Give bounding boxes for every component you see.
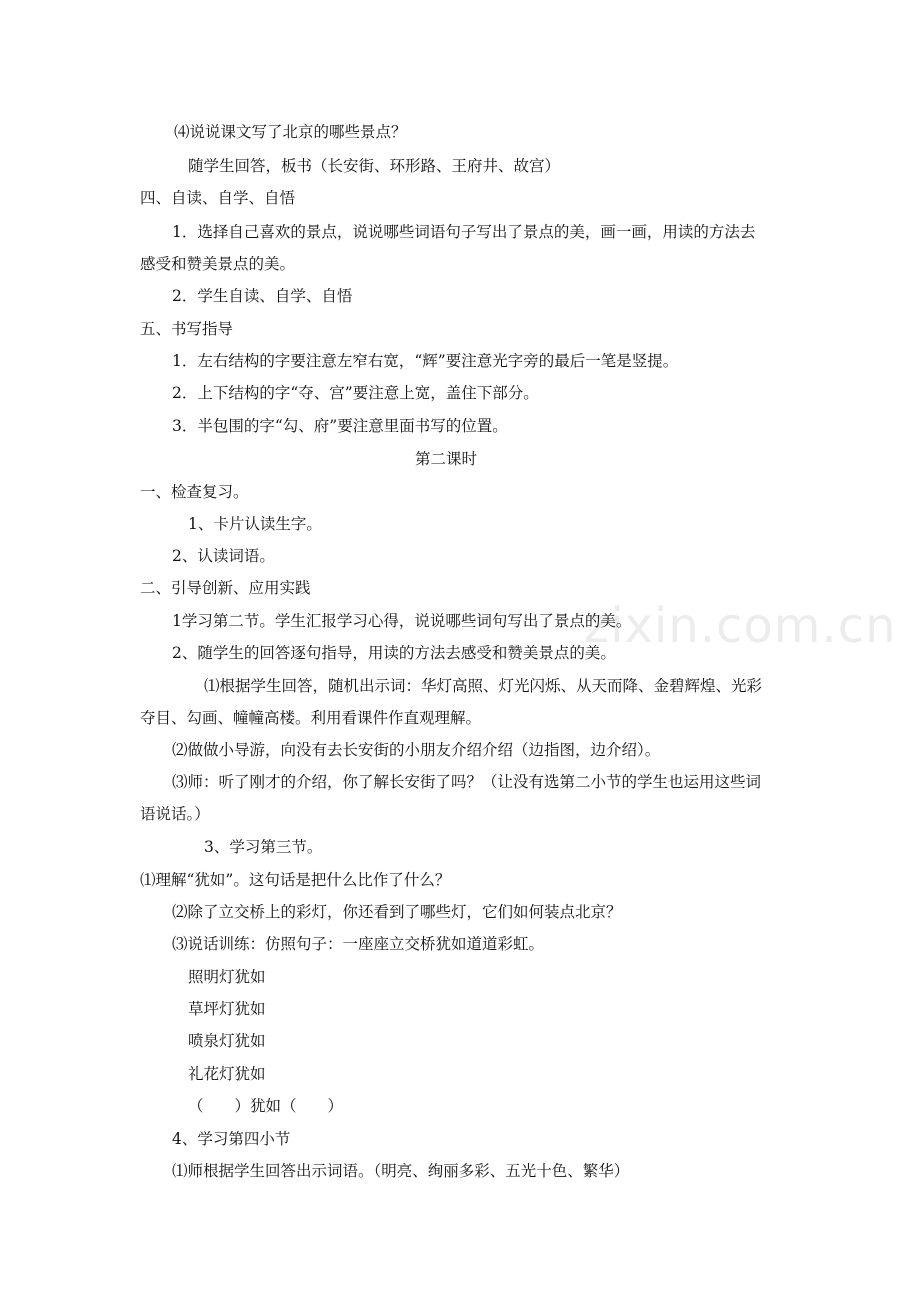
text-line: 感受和赞美景点的美。	[140, 255, 296, 273]
text-line: ⑷说说课文写了北京的哪些景点？	[174, 123, 407, 141]
section-heading: 二、引导创新、应用实践	[140, 579, 311, 597]
text-line: 照明灯犹如	[188, 968, 266, 986]
text-line: 礼花灯犹如	[188, 1065, 266, 1083]
text-line: ⑵除了立交桥上的彩灯，你还看到了哪些灯，它们如何装点北京？	[172, 903, 622, 921]
text-line: 3．半包围的字“勾、府”要注意里面书写的位置。	[172, 417, 508, 435]
text-line: （ ）犹如（ ）	[188, 1097, 344, 1115]
text-line: ⑴师根据学生回答出示词语。（明亮、绚丽多彩、五光十色、繁华）	[172, 1162, 630, 1180]
text-line: 2、随学生的回答逐句指导，用读的方法去感受和赞美景点的美。	[172, 644, 616, 662]
text-line: 随学生回答，板书（长安街、环形路、王府井、故宫）	[188, 157, 561, 175]
text-line: ⑶师：听了刚才的介绍，你了解长安街了吗？（让没有选第二小节的学生也运用这些词	[172, 773, 762, 791]
section-heading: 一、检查复习。	[140, 483, 249, 501]
text-line: 3、学习第三节。	[204, 838, 323, 856]
text-line: 喷泉灯犹如	[188, 1032, 266, 1050]
text-line: 2、认读词语。	[172, 547, 275, 565]
lesson-title: 第二课时	[415, 450, 478, 468]
text-line: 1．左右结构的字要注意左窄右宽，“辉”要注意光字旁的最后一笔是竖提。	[172, 352, 679, 370]
section-heading: 五、书写指导	[140, 320, 234, 338]
text-line: 语说话。）	[140, 805, 210, 823]
text-line: 夺目、勾画、幢幢高楼。利用看课件作直观理解。	[140, 709, 482, 727]
text-line: ⑴理解“犹如”。这句话是把什么比作了什么？	[140, 871, 451, 889]
text-line: 2．学生自读、自学、自悟	[172, 287, 353, 305]
text-line: 1、卡片认读生字。	[188, 515, 322, 533]
text-line: 草坪灯犹如	[188, 1000, 266, 1018]
text-line: ⑵做做小导游，向没有去长安街的小朋友介绍介绍（边指图，边介绍）。	[172, 741, 661, 759]
text-line: 1学习第二节。学生汇报学习心得，说说哪些词句写出了景点的美。	[172, 612, 632, 630]
watermark: zixin.com.cn	[584, 598, 897, 654]
text-line: 4、学习第四小节	[172, 1130, 291, 1148]
text-line: ⑴根据学生回答，随机出示词：华灯高照、灯光闪烁、从天而降、金碧辉煌、光彩	[204, 677, 763, 695]
section-heading: 四、自读、自学、自悟	[140, 189, 296, 207]
text-line: 2．上下结构的字“夺、宫”要注意上宽，盖住下部分。	[172, 384, 539, 402]
text-line: ⑶说话训练：仿照句子：一座座立交桥犹如道道彩虹。	[172, 935, 545, 953]
text-line: 1．选择自己喜欢的景点，说说哪些词语句子写出了景点的美，画一画，用读的方法去	[172, 223, 756, 241]
